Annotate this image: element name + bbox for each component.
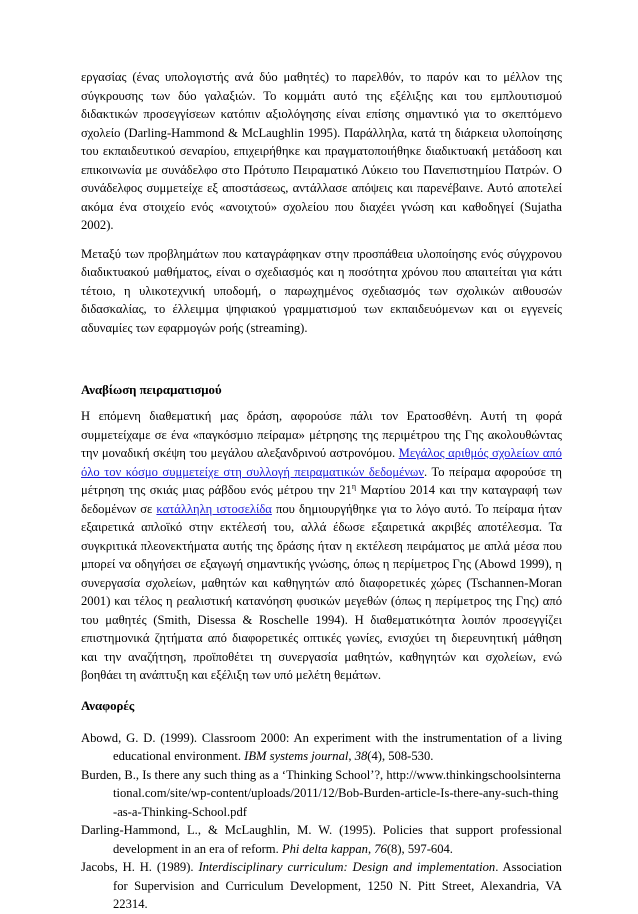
reference-volume: 38 [354,749,368,763]
paragraph-3 [81,407,562,685]
reference-journal: Phi delta kappan [281,841,368,856]
participation-link[interactable]: Μεγάλος αριθμός σχολείων από όλο τον κόσμο συμμετείχε στη συλλογή πειραματικών δεδομένων [81,446,562,479]
reference-text: Jacobs, H. H. (1989). [81,860,199,874]
reference-text: Abowd, G. D. (1999). Classroom 2000: An experiment with the instrumentation of a living educational environment. [81,730,562,763]
reference-publisher: . Association for Supervision and Curriculum Development, 1250 N. Pitt Street, Alexandria, VA 22314. [113,860,562,911]
superscript: η [351,481,356,491]
paragraph-2: Μεταξύ των προβλημάτων που καταγράφηκαν στην προσπάθεια υλοποίησης ενός σύγχρονου διαδικτυακού μαθήματος, είναι ο σχεδιασμός και η ποσότητα χρόνου που απαιτείται για κάτι τέτοιο, η υλικοτεχνική υποδομή, ο παρωχημένος σχεδιασμός των σχολικών αιθουσών διδασκαλίας, το έλλειμμα ψηφιακού γραμματισμού των εκπαιδευόμενων και οι εγγενείς αδυναμίες των εφαρμογών ροής (streaming). [81,246,562,335]
paragraph-1: εργασίας (ένας υπολογιστής ανά δύο μαθητές) το παρελθόν, το παρόν και το μέλλον της σύγκρουσης των δύο γαλαξιών. Το κομμάτι αυτό της εξέλιξης και του εμπλουτισμού διδακτικών προσεγγίσεων κατόπιν αξιολόγησης είναι επίσης σημαντικό για το σκεπτόμενο σχολείο (Darling-Hammond & McLaughlin 1995). Παράλληλα, κατά τη διάρκεια υλοποίησης του εκπαιδευτικού σεναρίου, επιχειρήθηκε και πραγματοποιήθηκε διαδικτυακή μετάδοση και επικοινωνία με συνάδελφο στο Πρότυπο Πειραματικό Λύκειο του Πανεπιστημίου Πατρών. Ο συνάδελφος συμμετείχε εξ αποστάσεως, αντάλλασε απόψεις και παρενέβαινε. Αυτό αποτελεί ακόμα ένα στοιχείο ενός «ανοιχτού» σχολείου που διαχέει γνώση και καθοδηγεί (Sujatha 2002). [81,70,562,232]
reference-pages: (4), 508-530. [367,749,434,763]
reference-volume: 76 [374,841,387,856]
reference-journal: IBM systems journal [244,749,349,763]
references-heading: Αναφορές [81,698,135,713]
reference-item [81,858,562,914]
reference-text: Darling-Hammond, L., & McLaughlin, M. W. (1995). Policies that support professional development in an era of reform. [81,823,562,856]
reference-item [81,821,562,858]
reference-sep: , [348,749,355,763]
para3-text-2: . Το πείραμα αφορούσε τη μέτρηση της σκιάς μιας ράβδου ενός μέτρου την 21 [81,464,562,497]
reference-sep: , [367,841,375,856]
para3-text-4: που δημιουργήθηκε για το λόγο αυτό. Το πείραμα ήταν εξαιρετικά απλοϊκό στην εκτέλεσή του, αλλά έδωσε εξαιρετικά ακριβές αποτέλεσμα. Τα συγκριτικά πλεονεκτήματα αυτής της δράσης ήταν η εκτέλεση πειράματος με απλά μέσα που μπορεί να οδηγήσει σε εξαγωγή σημαντικής γνώσης, όπως η περίμετρος Γης (Abowd 1999), η συνεργασία σχολείων, μαθητών και καθηγητών από διαφορετικές χώρες (Tschannen-Moran 2001) και τέλος η ρεαλιστική κατανόηση φυσικών μεγεθών (όπως η περίμετρος της Γης) από του μαθητές (Smith, Disessa & Roschelle 1994). Η διαθεματικότητα λοιπόν προσεγγίζει επιστημονικά ζητήματα από διαφορετικές οπτικές γωνίες, ενισχύει τη διερευνητική μάθηση και την αναζήτηση, προϊποθέτει τη συνεργασία μαθητών, καθηγητών και σχολείων, ενώ βοηθάει τη ανάπτυξη και εξέλιξη των υπό μελέτη θεμάτων. [81,501,562,682]
section-heading: Αναβίωση πειραματισμού [81,383,222,397]
reference-item [81,729,562,766]
para3-text-1: Η επόμενη διαθεματική μας δράση, αφορούσε πάλι τον Ερατοσθένη. Αυτή τη φορά συμμετείχαμε σε ένα «παγκόσμιο πείραμα» μέτρησης της περιμέτρου της Γης ακολουθώντας την μοναδική σκέψη του μεγάλου αλεξανδρινού αστρονόμου. [81,409,562,460]
reference-text: Burden, B., Is there any such thing as a ‘Thinking School’?, http://www.thinkingschoolsinternational.com/site/wp-content/uploads/2011/12/Bob-Burden-article-Is-there-any-such-thing-as-a-Thinking-School.pdf [81,767,561,819]
document-page [81,68,562,914]
para3-text-3: Μαρτίου 2014 και την καταγραφή των δεδομένων σε [81,483,562,516]
website-link[interactable]: κατάλληλη ιστοσελίδα [156,501,272,516]
reference-book-title: Interdisciplinary curriculum: Design and implementation [198,860,496,874]
reference-pages: (8), 597-604. [386,841,453,856]
reference-item [81,766,562,822]
